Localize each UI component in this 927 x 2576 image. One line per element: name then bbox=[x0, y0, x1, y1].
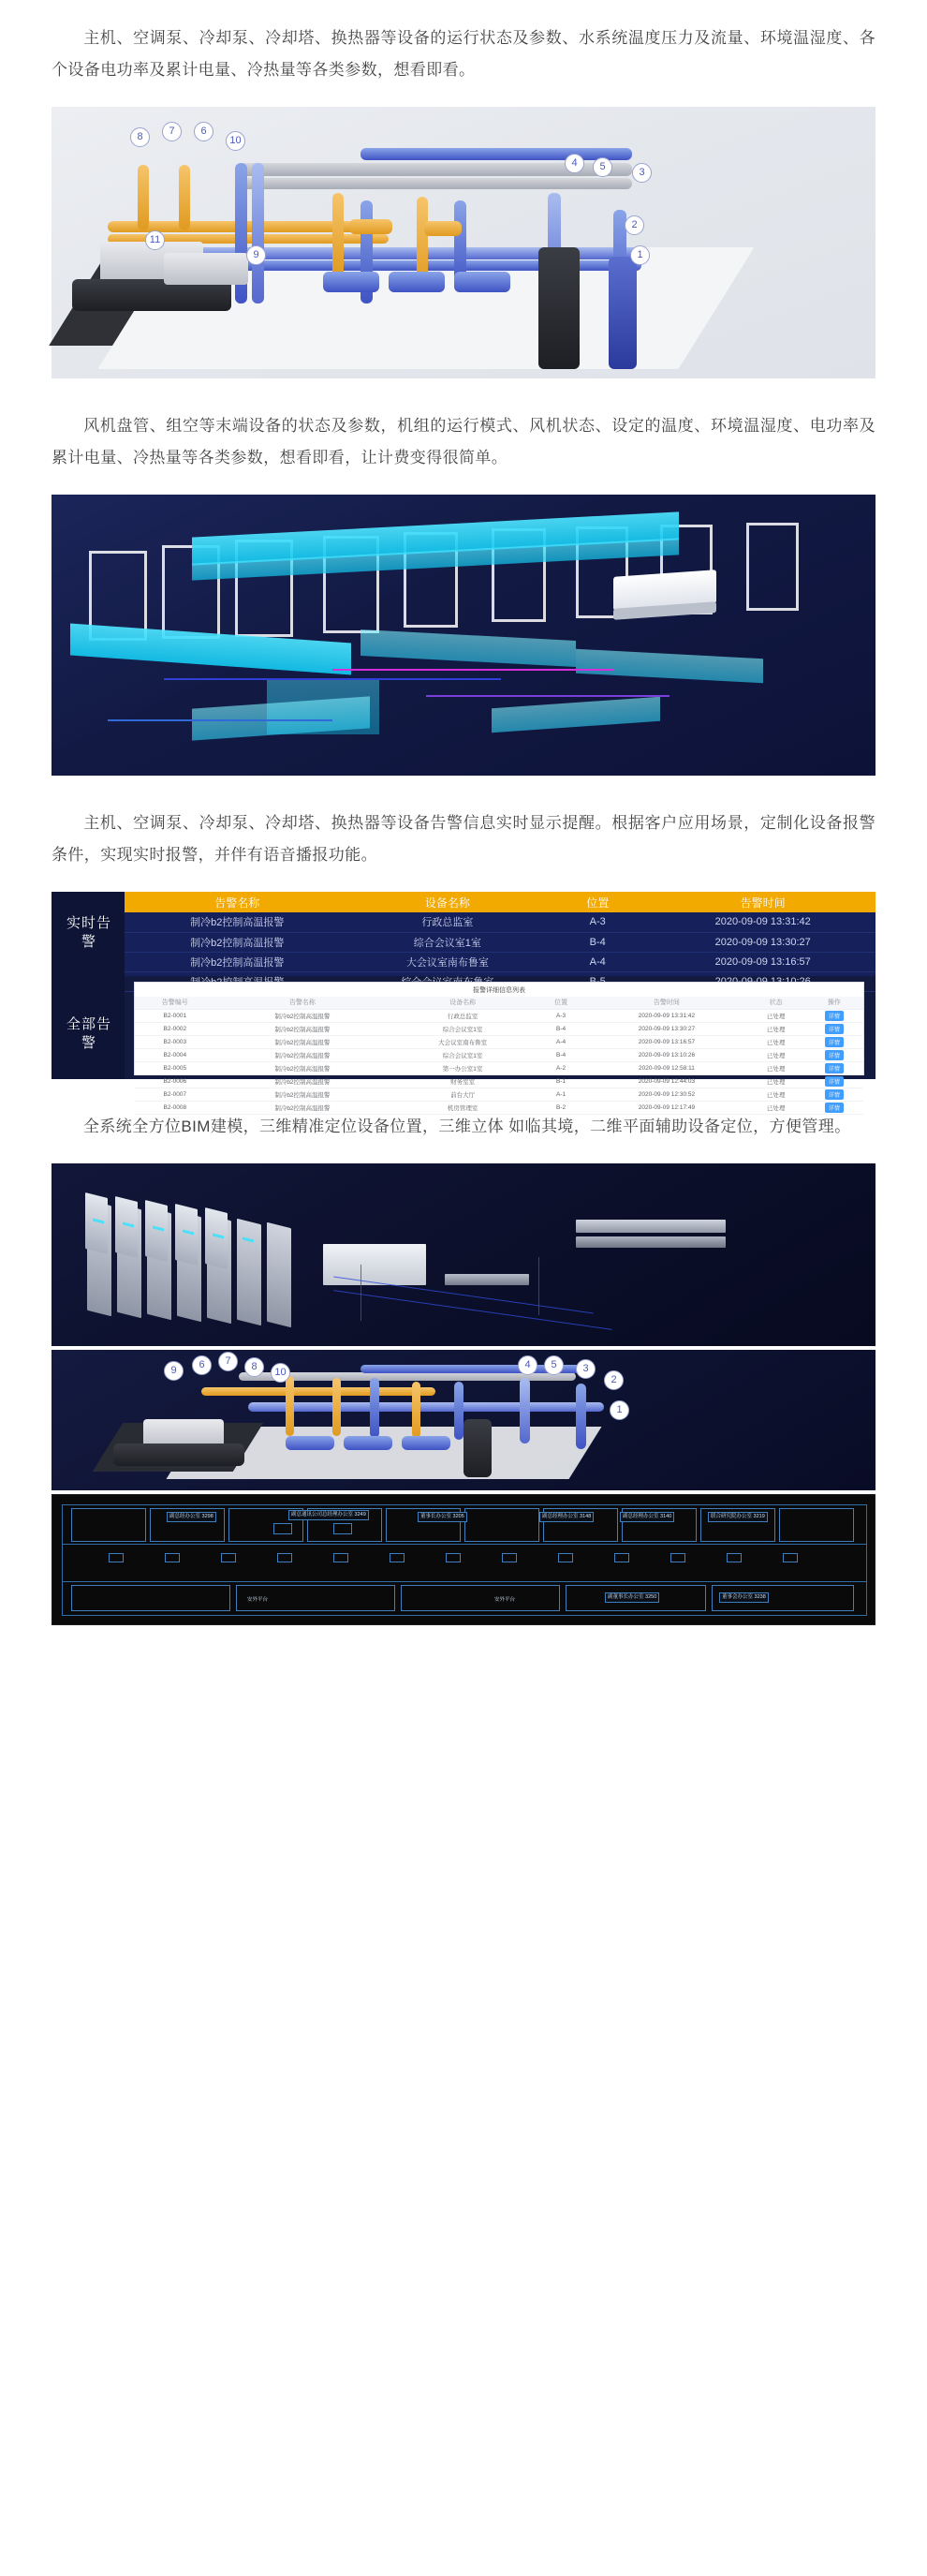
floor-unit bbox=[445, 1274, 529, 1285]
server-rack-upper bbox=[145, 1200, 168, 1262]
cell-location: A-3 bbox=[545, 912, 650, 932]
cell-device-name: 第一办公室1室 bbox=[390, 1061, 536, 1074]
paragraph-1-text: 主机、空调泵、冷却泵、冷却塔、换热器等设备的运行状态及参数、水系统温度压力及流量、环境温湿度、各个设备电功率及累计电量、冷热量等各类参数，想看即看。 bbox=[52, 29, 876, 79]
cell-location: B-1 bbox=[536, 1074, 586, 1088]
riser-blue-1 bbox=[370, 1378, 379, 1438]
chiller-plant-3d-scene bbox=[52, 107, 876, 378]
device-marker[interactable] bbox=[273, 1523, 292, 1534]
cell-alarm-time: 2020-09-09 13:30:27 bbox=[650, 932, 876, 952]
grid-line-vertical bbox=[538, 1257, 539, 1315]
table-row[interactable] bbox=[125, 932, 876, 952]
pump-blue-1 bbox=[286, 1436, 334, 1450]
bim-datahall-3d-scene bbox=[52, 1163, 876, 1346]
pipe-blue-top bbox=[360, 148, 632, 160]
cell-action bbox=[805, 1101, 863, 1114]
badge-4[interactable]: 4 bbox=[565, 154, 584, 173]
column-header-alarm-id: 告警编号 bbox=[135, 997, 215, 1009]
cell-action bbox=[805, 1061, 863, 1074]
figure-cad-floorplan bbox=[52, 1494, 876, 1625]
paragraph-4-text: 全系统全方位BIM建模，三维精准定位设备位置，三维立体 如临其境，二维平面辅助设备定位，方便管理。 bbox=[83, 1118, 851, 1135]
paragraph-3 bbox=[52, 807, 876, 871]
detail-button[interactable]: 详情 bbox=[825, 1011, 844, 1021]
cell-location: B-4 bbox=[536, 1048, 586, 1061]
cell-action bbox=[805, 1022, 863, 1035]
valve-orange-1 bbox=[349, 219, 392, 234]
valve-orange-2 bbox=[424, 221, 462, 236]
cell-alarm-name: 制冷b2控制高温报警 bbox=[215, 1022, 390, 1035]
badge-3[interactable]: 3 bbox=[576, 1359, 596, 1379]
cell-action bbox=[805, 1074, 863, 1088]
figure-alarm-panel bbox=[52, 892, 876, 1112]
server-rack-upper bbox=[175, 1204, 198, 1266]
badge-5[interactable]: 5 bbox=[593, 157, 612, 177]
cell-device-name: 前台大厅 bbox=[390, 1088, 536, 1101]
pipe-line-blue-2 bbox=[108, 719, 332, 721]
cell-location: A-2 bbox=[536, 1061, 586, 1074]
room-label: 副董事长办公室 3250 bbox=[605, 1592, 659, 1603]
pump-blue-2 bbox=[344, 1436, 392, 1450]
cell-alarm-name: 制冷b2控制高温报警 bbox=[215, 1048, 390, 1061]
pipe-line-blue bbox=[164, 678, 501, 680]
figure-duct-system bbox=[52, 495, 876, 776]
cell-action bbox=[805, 1009, 863, 1022]
server-rack-upper bbox=[205, 1207, 228, 1269]
device-marker[interactable] bbox=[558, 1553, 573, 1562]
cell-alarm-time: 2020-09-09 12:30:52 bbox=[586, 1088, 746, 1101]
cell-alarm-name: 制冷b2控制高温报警 bbox=[215, 1009, 390, 1022]
column-header-alarm-name: 告警名称 bbox=[125, 892, 350, 912]
cell-alarm-name: 制冷b2控制高温报警 bbox=[215, 1088, 390, 1101]
riser-orange-1 bbox=[138, 165, 149, 230]
all-alarm-table bbox=[135, 997, 863, 1115]
badge-11[interactable]: 11 bbox=[145, 230, 165, 250]
room-partition bbox=[71, 1585, 230, 1611]
pump-blue-2 bbox=[389, 272, 445, 292]
badge-9[interactable]: 9 bbox=[246, 245, 266, 265]
cell-alarm-name: 制冷b2控制高温报警 bbox=[125, 912, 350, 932]
cell-alarm-time: 2020-09-09 13:10:26 bbox=[586, 1048, 746, 1061]
cell-location: A-1 bbox=[536, 1088, 586, 1101]
alarm-panel bbox=[52, 892, 876, 1112]
cell-alarm-id: B2-0005 bbox=[135, 1061, 215, 1074]
riser-blue-3 bbox=[520, 1378, 530, 1443]
cell-action bbox=[805, 1048, 863, 1061]
badge-8[interactable]: 8 bbox=[244, 1357, 264, 1377]
cell-alarm-id: B2-0004 bbox=[135, 1048, 215, 1061]
device-marker[interactable] bbox=[446, 1553, 461, 1562]
wall-line-bottom bbox=[62, 1615, 867, 1616]
table-row[interactable] bbox=[125, 912, 876, 932]
cell-status: 已处理 bbox=[747, 1048, 805, 1061]
table-row[interactable] bbox=[135, 1061, 863, 1074]
cell-action bbox=[805, 1088, 863, 1101]
chiller-base-1 bbox=[113, 1443, 244, 1466]
column-header-alarm-time: 告警时间 bbox=[650, 892, 876, 912]
riser-orange-3 bbox=[412, 1382, 420, 1438]
paragraph-3-text: 主机、空调泵、冷却泵、冷却塔、换热器等设备告警信息实时显示提醒。根据客户应用场景，定制化设备报警条件，实现实时报警，并伴有语音播报功能。 bbox=[52, 814, 876, 864]
cell-alarm-time: 2020-09-09 13:16:57 bbox=[586, 1035, 746, 1048]
pipe-blue-header bbox=[248, 1402, 604, 1412]
wall-line-right bbox=[866, 1504, 867, 1615]
all-alarm-table-title: 报警详细信息列表 bbox=[473, 987, 525, 994]
column-header-device-name: 设备名称 bbox=[390, 997, 536, 1009]
cell-alarm-time: 2020-09-09 12:17:49 bbox=[586, 1101, 746, 1114]
tank-unit bbox=[609, 257, 637, 369]
cell-device-name: 综合会议室1室 bbox=[390, 1022, 536, 1035]
chiller-plant-bim-scene bbox=[52, 1350, 876, 1490]
table-header-row bbox=[135, 997, 863, 1009]
detail-button[interactable]: 详情 bbox=[825, 1089, 844, 1100]
duct-branch-mid bbox=[360, 629, 576, 667]
all-alarm-table-panel bbox=[134, 982, 864, 1112]
detail-button[interactable]: 详情 bbox=[825, 1050, 844, 1060]
table-row[interactable] bbox=[135, 1048, 863, 1061]
cell-alarm-id: B2-0003 bbox=[135, 1035, 215, 1048]
cell-status: 已处理 bbox=[747, 1022, 805, 1035]
server-rack-upper bbox=[85, 1192, 108, 1254]
server-rack bbox=[237, 1219, 261, 1325]
pipe-line-magenta bbox=[332, 669, 613, 671]
cell-device-name: 财务室室 bbox=[390, 1074, 536, 1088]
cell-alarm-time: 2020-09-09 12:44:03 bbox=[586, 1074, 746, 1088]
badge-7[interactable]: 7 bbox=[162, 122, 182, 141]
badge-1[interactable]: 1 bbox=[630, 245, 650, 265]
riser-blue-2 bbox=[454, 1382, 464, 1440]
cell-alarm-time: 2020-09-09 13:16:57 bbox=[650, 952, 876, 971]
cell-location: B-4 bbox=[536, 1022, 586, 1035]
room-label: 安外平台 bbox=[494, 1597, 516, 1603]
badge-8[interactable]: 8 bbox=[130, 127, 150, 147]
cell-status: 已处理 bbox=[747, 1035, 805, 1048]
cell-alarm-id: B2-0008 bbox=[135, 1101, 215, 1114]
corridor-line-upper bbox=[62, 1544, 867, 1545]
cell-location: A-4 bbox=[536, 1035, 586, 1048]
cell-alarm-name: 制冷b2控制高温报警 bbox=[125, 952, 350, 971]
device-marker[interactable] bbox=[783, 1553, 798, 1562]
corridor-line-lower bbox=[62, 1581, 867, 1582]
column-header-location: 位置 bbox=[536, 997, 586, 1009]
badge-10[interactable]: 10 bbox=[271, 1363, 290, 1383]
device-marker[interactable] bbox=[221, 1553, 236, 1562]
cad-floorplan bbox=[52, 1494, 876, 1625]
room-label: 董事会办公室 3238 bbox=[719, 1592, 769, 1603]
room-partition bbox=[779, 1508, 854, 1542]
room-label: 副总经理办公室 3140 bbox=[620, 1512, 674, 1522]
pump-blue-3 bbox=[454, 272, 510, 292]
table-row[interactable] bbox=[135, 1101, 863, 1114]
room-label: 董事长办公室 3205 bbox=[418, 1512, 467, 1522]
cell-status: 已处理 bbox=[747, 1088, 805, 1101]
device-marker[interactable] bbox=[670, 1553, 685, 1562]
room-label: 安外平台 bbox=[247, 1597, 269, 1603]
riser-orange-2 bbox=[332, 1378, 341, 1436]
pump-blue-1 bbox=[323, 272, 379, 292]
wall-frame-9 bbox=[746, 523, 799, 611]
cell-device-name: 机房管理室 bbox=[390, 1101, 536, 1114]
cell-device-name: 综合会议室1室 bbox=[390, 1048, 536, 1061]
cell-alarm-name: 制冷b2控制高温报警 bbox=[215, 1035, 390, 1048]
crac-unit bbox=[323, 1244, 426, 1285]
cell-device-name: 行政总监室 bbox=[350, 912, 546, 932]
riser-blue-2 bbox=[252, 163, 264, 303]
device-marker[interactable] bbox=[109, 1553, 124, 1562]
cell-alarm-id: B2-0007 bbox=[135, 1088, 215, 1101]
cell-device-name: 大会议室南布鲁室 bbox=[350, 952, 546, 971]
badge-2[interactable]: 2 bbox=[625, 215, 644, 235]
pipe-grey-top-b bbox=[239, 178, 632, 189]
badge-10[interactable]: 10 bbox=[226, 131, 245, 151]
badge-6[interactable]: 6 bbox=[194, 122, 213, 141]
badge-3[interactable]: 3 bbox=[632, 163, 652, 183]
cell-alarm-name: 制冷b2控制高温报警 bbox=[125, 932, 350, 952]
pipe-orange-main bbox=[201, 1387, 435, 1396]
cell-location: A-4 bbox=[545, 952, 650, 971]
cable-tray-lower bbox=[576, 1236, 726, 1248]
riser-orange-2 bbox=[179, 165, 190, 230]
detail-button[interactable]: 详情 bbox=[825, 1076, 844, 1087]
device-marker[interactable] bbox=[390, 1553, 405, 1562]
cell-status: 已处理 bbox=[747, 1074, 805, 1088]
room-partition bbox=[464, 1508, 539, 1542]
cell-device-name: 大会议室南布鲁室 bbox=[390, 1035, 536, 1048]
column-header-alarm-time: 告警时间 bbox=[586, 997, 746, 1009]
sidebar-item-realtime-alarm[interactable]: 实时告警 bbox=[66, 915, 111, 950]
figure-chiller-plant-dark bbox=[52, 1350, 876, 1490]
pump-blue-3 bbox=[402, 1436, 450, 1450]
paragraph-2-text: 风机盘管、组空等末端设备的状态及参数，机组的运行模式、风机状态、设定的温度、环境温湿度、电功率及累计电量、冷热量等各类参数，想看即看，让计费变得很简单。 bbox=[52, 417, 876, 466]
badge-6[interactable]: 6 bbox=[192, 1355, 212, 1375]
cell-status: 已处理 bbox=[747, 1061, 805, 1074]
grid-line-vertical bbox=[360, 1265, 361, 1321]
pipe-line-purple bbox=[426, 695, 670, 697]
cell-alarm-name: 制冷b2控制高温报警 bbox=[215, 1101, 390, 1114]
cell-action bbox=[805, 1035, 863, 1048]
column-header-status: 状态 bbox=[747, 997, 805, 1009]
badge-4[interactable]: 4 bbox=[518, 1355, 537, 1375]
cable-tray bbox=[576, 1220, 726, 1233]
cell-alarm-time: 2020-09-09 12:58:11 bbox=[586, 1061, 746, 1074]
sidebar-item-all-alarm[interactable]: 全部告警 bbox=[66, 1016, 111, 1051]
paragraph-2 bbox=[52, 410, 876, 474]
table-row[interactable] bbox=[135, 1022, 863, 1035]
cell-device-name: 综合会议室1室 bbox=[350, 932, 546, 952]
room-label: 副总通讯公司总经理办公室 3249 bbox=[288, 1510, 369, 1520]
riser-blue-4 bbox=[576, 1384, 586, 1449]
cell-alarm-name: 制冷b2控制高温报警 bbox=[215, 1074, 390, 1088]
table-header-row bbox=[125, 892, 876, 912]
cell-location: A-3 bbox=[536, 1009, 586, 1022]
table-row[interactable] bbox=[135, 1074, 863, 1088]
tower-column-dark bbox=[464, 1419, 492, 1477]
server-rack-upper bbox=[115, 1196, 138, 1258]
wall-line-top bbox=[62, 1504, 867, 1505]
cell-alarm-time: 2020-09-09 13:31:42 bbox=[650, 912, 876, 932]
cell-location: B-4 bbox=[545, 932, 650, 952]
detail-button[interactable]: 详情 bbox=[825, 1063, 844, 1073]
riser-orange-1 bbox=[286, 1376, 294, 1436]
table-row[interactable] bbox=[135, 1088, 863, 1101]
badge-5[interactable]: 5 bbox=[544, 1355, 564, 1375]
paragraph-1 bbox=[52, 22, 876, 86]
cell-location: B-2 bbox=[536, 1101, 586, 1114]
room-label: 副总经办公室 3298 bbox=[167, 1512, 216, 1522]
room-partition bbox=[71, 1508, 146, 1542]
device-marker[interactable] bbox=[614, 1553, 629, 1562]
duct-bottom-right bbox=[492, 697, 660, 733]
badge-9[interactable]: 9 bbox=[164, 1361, 184, 1381]
cell-status: 已处理 bbox=[747, 1101, 805, 1114]
paragraph-4 bbox=[52, 1111, 876, 1143]
column-header-action: 操作 bbox=[805, 997, 863, 1009]
cell-alarm-id: B2-0001 bbox=[135, 1009, 215, 1022]
badge-7[interactable]: 7 bbox=[218, 1352, 238, 1371]
column-header-device-name: 设备名称 bbox=[350, 892, 546, 912]
detail-button[interactable]: 详情 bbox=[825, 1037, 844, 1047]
device-marker[interactable] bbox=[277, 1553, 292, 1562]
cell-status: 已处理 bbox=[747, 1009, 805, 1022]
room-partition bbox=[401, 1585, 560, 1611]
cell-alarm-time: 2020-09-09 13:31:42 bbox=[586, 1009, 746, 1022]
alarm-sidebar bbox=[52, 892, 125, 1079]
figure-bim-datahall bbox=[52, 1163, 876, 1346]
table-row[interactable] bbox=[135, 1009, 863, 1022]
cell-alarm-time: 2020-09-09 13:30:27 bbox=[586, 1022, 746, 1035]
room-label: 联合研究院办公室 3219 bbox=[708, 1512, 768, 1522]
room-label: 副总经理办公室 3148 bbox=[539, 1512, 594, 1522]
device-marker[interactable] bbox=[333, 1553, 348, 1562]
riser-orange-3 bbox=[332, 193, 344, 277]
duct-branch-right bbox=[576, 649, 763, 683]
figure-chiller-plant bbox=[52, 107, 876, 378]
device-marker[interactable] bbox=[165, 1553, 180, 1562]
table-row[interactable] bbox=[135, 1035, 863, 1048]
badge-1[interactable]: 1 bbox=[610, 1400, 629, 1420]
realtime-alarm-table bbox=[125, 892, 876, 976]
column-header-alarm-name: 告警名称 bbox=[215, 997, 390, 1009]
column-header-location: 位置 bbox=[545, 892, 650, 912]
detail-button[interactable]: 详情 bbox=[825, 1103, 844, 1113]
chiller-unit-2 bbox=[164, 253, 248, 285]
device-marker[interactable] bbox=[727, 1553, 742, 1562]
cell-alarm-id: B2-0002 bbox=[135, 1022, 215, 1035]
device-marker[interactable] bbox=[502, 1553, 517, 1562]
badge-2[interactable]: 2 bbox=[604, 1370, 624, 1390]
cell-alarm-id: B2-0006 bbox=[135, 1074, 215, 1088]
duct-system-3d-scene bbox=[52, 495, 876, 776]
device-marker[interactable] bbox=[333, 1523, 352, 1534]
table-row[interactable] bbox=[125, 952, 876, 971]
cell-device-name: 行政总监室 bbox=[390, 1009, 536, 1022]
tower-column-dark bbox=[538, 247, 580, 369]
server-rack bbox=[267, 1222, 291, 1327]
detail-button[interactable]: 详情 bbox=[825, 1024, 844, 1034]
wall-line-left bbox=[62, 1504, 63, 1615]
cell-alarm-name: 制冷b2控制高温报警 bbox=[215, 1061, 390, 1074]
